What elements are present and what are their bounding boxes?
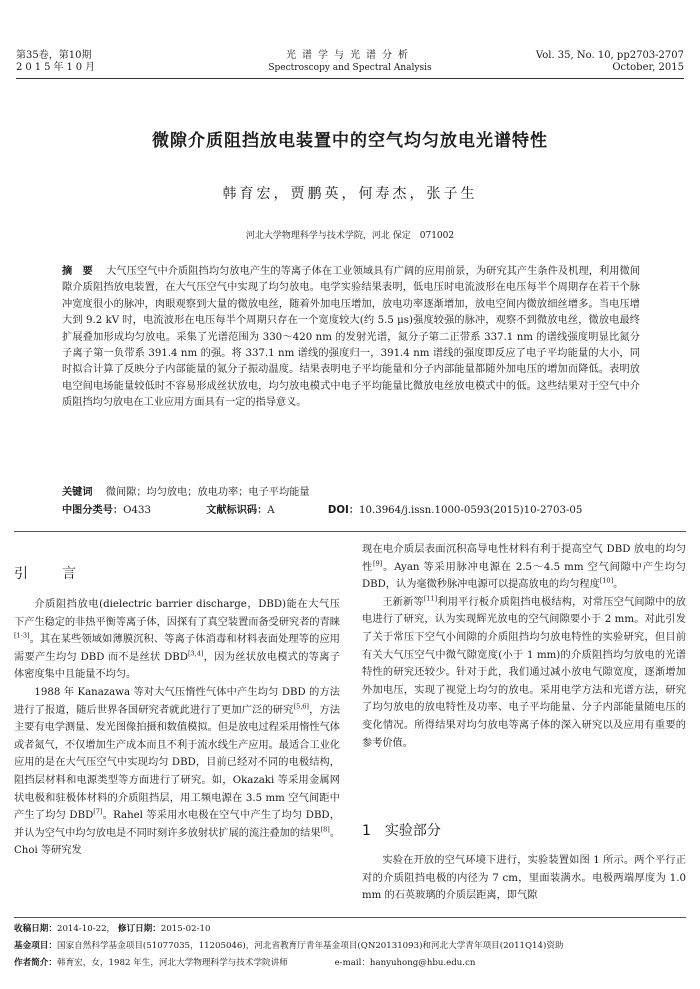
citation: [5,6] [293, 702, 309, 711]
author-bio-label: 作者简介： [14, 958, 57, 968]
author-email: e-mail：hanyuhong@hbu.edu.cn [334, 958, 476, 968]
text-run: 介质阻挡放电(dielectric barrier discharge，DBD)能在大气压下产生稳定的非热平衡等离子体，因探有了真空装置而备受研究者的青睐 [14, 599, 340, 628]
abstract-rule [14, 531, 686, 532]
text-run: ，方法主要有电学测量、发光图像拍摄和数值模拟。但是放电过程采用惰性气体或者氮气，不仅增加生产成本而且不利于流水线生产应用。最适合工业化应用的是在大气压空气中实现均匀 DBD，目前已经对不同的电极结构，阻挡层材料和电源类型等方面进行了研究。如，Okazaki 等采用金属网状电极和驻极体材料的介质阻挡层，用工频电源在 3.5 mm 空气间距中产生了均匀 DBD [14, 704, 341, 822]
classification-line [62, 503, 642, 519]
abstract-label: 摘 要 [62, 266, 93, 277]
text-run: 。Ayan 等采用脉冲电源在 2.5～4.5 mm 空气间隙中产生均匀 DBD，认为毫微秒脉冲电源可以提高放电的均匀程度 [362, 561, 686, 591]
experiment-paragraph-1: 实验在开放的空气环境下进行，实验装置如图 1 所示。两个平行正对的介质阻挡电极的内径为 7 cm，里面装满水。电极两端厚度为 1.0 mm 的石英玻璃的介质层距离，即气隙 [362, 855, 686, 902]
text-run: 1988 年 Kanazawa 等对大气压惰性气体中产生均匀 DBD 的方法进行了报道，随后世界各国研究者就此进行了更加广泛的研究 [14, 686, 340, 716]
left-column [14, 596, 340, 860]
citation: [1-3] [14, 631, 30, 640]
abstract-text: 大气压空气中介质阻挡均匀放电产生的等离子体在工业领域具有广阔的应用前景，为研究其产生条件及机理，利用微间隙介质阻挡放电装置，在大气压空气中实现了均匀放电。电学实验结果表明，低电压时电流波形在电压每半个周期存在若干个脉冲宽度很小的脉冲，肉眼观察到大量的微放电丝，随着外加电压增加，放电功率逐渐增加，放电空间内微放细丝增多。当电压增大到 9.2 kV 时，电流波形在电压每半个周期只存在一个宽度较大(约 5.5 μs)强度较强的脉冲，观察不到微放电丝，微放电最终扩展叠加形成均匀放电。采集了光谱范围为 330～420 nm 的发射光谱，氮分子第二正带系 337.1 nm 的谱线强度明显比氮分子离子第一负带系 391.4 nm 的强。将 337.1 nm 谱线的强度归一，391.4 nm 谱线的强度即反应了电子平均能量的大小，同时拟合计算了反映分子内部能量的氮分子振动温度。结果表明电子平均能量和分子内部能量都随外加电压的增加而降低。表明放电空间电场能量较低时不容易形成丝状放电，均匀放电模式中电子平均能量比微放电丝放电模式中的低。这些结果对于空气中介质阻挡均匀放电在工业应用方面具有一定的指导意义。 [62, 266, 640, 409]
author-list: 韩育宏，贾鹏英，何寿杰，张子生 [222, 186, 478, 202]
text-run: 现在电介质层表面沉积高导电性材料有利于提高空气 DBD 放电的均匀性 [362, 544, 686, 573]
header-rule [16, 78, 684, 79]
fund-label: 基金项目： [14, 941, 57, 951]
doi-value: 10.3964/j.issn.1000-0593(2015)10-2703-05 [359, 505, 583, 516]
received-date: 2014-10-22， [56, 924, 116, 934]
paper-title: 微隙介质阻挡放电装置中的空气均匀放电光谱特性 [152, 131, 548, 151]
author-bio: 韩育宏，女，1982 年生，河北大学物理科学与技术学院讲师 [56, 958, 288, 968]
date-en: October, 2015 [612, 62, 684, 73]
received-label: 收稿日期： [14, 924, 57, 934]
volume-cn: 第35卷，第10期 [16, 50, 92, 61]
revised-label: 修订日期： [117, 924, 161, 934]
keywords-text: 微间隙；均匀放电；放电功率；电子平均能量 [105, 487, 310, 498]
revised-date: 2015-02-10 [160, 924, 211, 934]
text-run: 。Rahel 等采用水电极在空气中产生了均匀 DBD，并认为空气中均匀放电是不同时刻许多放射状扩展的流注叠加的结果 [14, 810, 341, 839]
text-run: 王新新等 [382, 596, 424, 608]
section-heading-intro: 引 言 [14, 566, 86, 582]
experiment-body [362, 852, 686, 905]
author-bio-line [14, 955, 686, 972]
header-left [16, 50, 98, 74]
doi-label: DOI： [327, 505, 360, 516]
volume-en: Vol. 35, No. 10, pp2703-2707 [535, 50, 684, 61]
fund-text: 国家自然科学基金项目(51077035，11205046)，河北省教育厅青年基金项目(QN20131093)和河北大学青年项目(2011Q14)资助 [56, 941, 564, 951]
citation: [8] [320, 825, 330, 834]
text-run: 。其在某些领域如薄膜沉积、等离子体消毒和材料表面处理等的应用需要产生均匀 DBD 而不是丝状 DBD [14, 634, 340, 663]
citation: [9] [373, 559, 383, 568]
dates-line [14, 921, 686, 938]
text-run: ，因为丝状放电模式的等离子体密度集中且能量不均匀。 [14, 651, 341, 681]
doc-code-value: A [267, 505, 275, 516]
clc-value: O433 [123, 505, 151, 516]
keywords-line [62, 485, 642, 501]
section-heading-experiment: 1 实验部分 [362, 823, 441, 839]
intro-paragraph-3 [362, 541, 686, 594]
journal-cn: 光谱学与光谱分析 [286, 50, 414, 61]
right-column [362, 541, 686, 752]
intro-paragraph-1 [14, 596, 340, 684]
citation: [10] [599, 576, 614, 585]
affiliation: 河北大学物理科学与技术学院，河北 保定 071002 [245, 231, 455, 241]
text-run: 。 [613, 579, 624, 591]
citation: [7] [93, 807, 103, 816]
header-center [230, 50, 470, 74]
journal-en: Spectroscopy and Spectral Analysis [268, 63, 432, 73]
citation: [3,4] [187, 649, 204, 658]
abstract [62, 264, 640, 412]
clc-label: 中图分类号： [62, 505, 124, 516]
funding-line [14, 938, 686, 955]
date-cn: 2015年10月 [16, 62, 99, 73]
text-run: 。Choi 等研究发 [14, 827, 340, 857]
keywords-label: 关键词 [62, 487, 93, 498]
header-right [536, 50, 684, 74]
intro-paragraph-2 [14, 684, 340, 860]
footnote-rule [14, 917, 686, 918]
intro-paragraph-4 [362, 594, 686, 752]
footnotes [14, 921, 686, 972]
doc-code-label: 文献标识码： [206, 505, 268, 516]
text-run: 利用平行板介质阻挡电极结构，对常压空气间隙中的放电进行了研究，认为实现辉光放电的空气间隙要小于 2 mm。对此引发了关于常压下空气小间隙的介质阻挡均匀放电特性的实验研究，但目前有关大气压空气中微气隙宽度(小于 1 mm)的介质阻挡均匀放电的光谱特性的研究还较少。针对于此，我们通过减小放电气隙宽度，逐渐增加外加电压，实现了视觉上均匀的放电。采用电学方法和光谱方法，研究了均匀放电的放电特性及功率、电子平均能量、分子内部能量随电压的变化情况。所得结果对均匀放电等离子体的深入研究以及应用有重要的参考价值。 [362, 596, 686, 749]
citation: [11] [423, 594, 438, 603]
